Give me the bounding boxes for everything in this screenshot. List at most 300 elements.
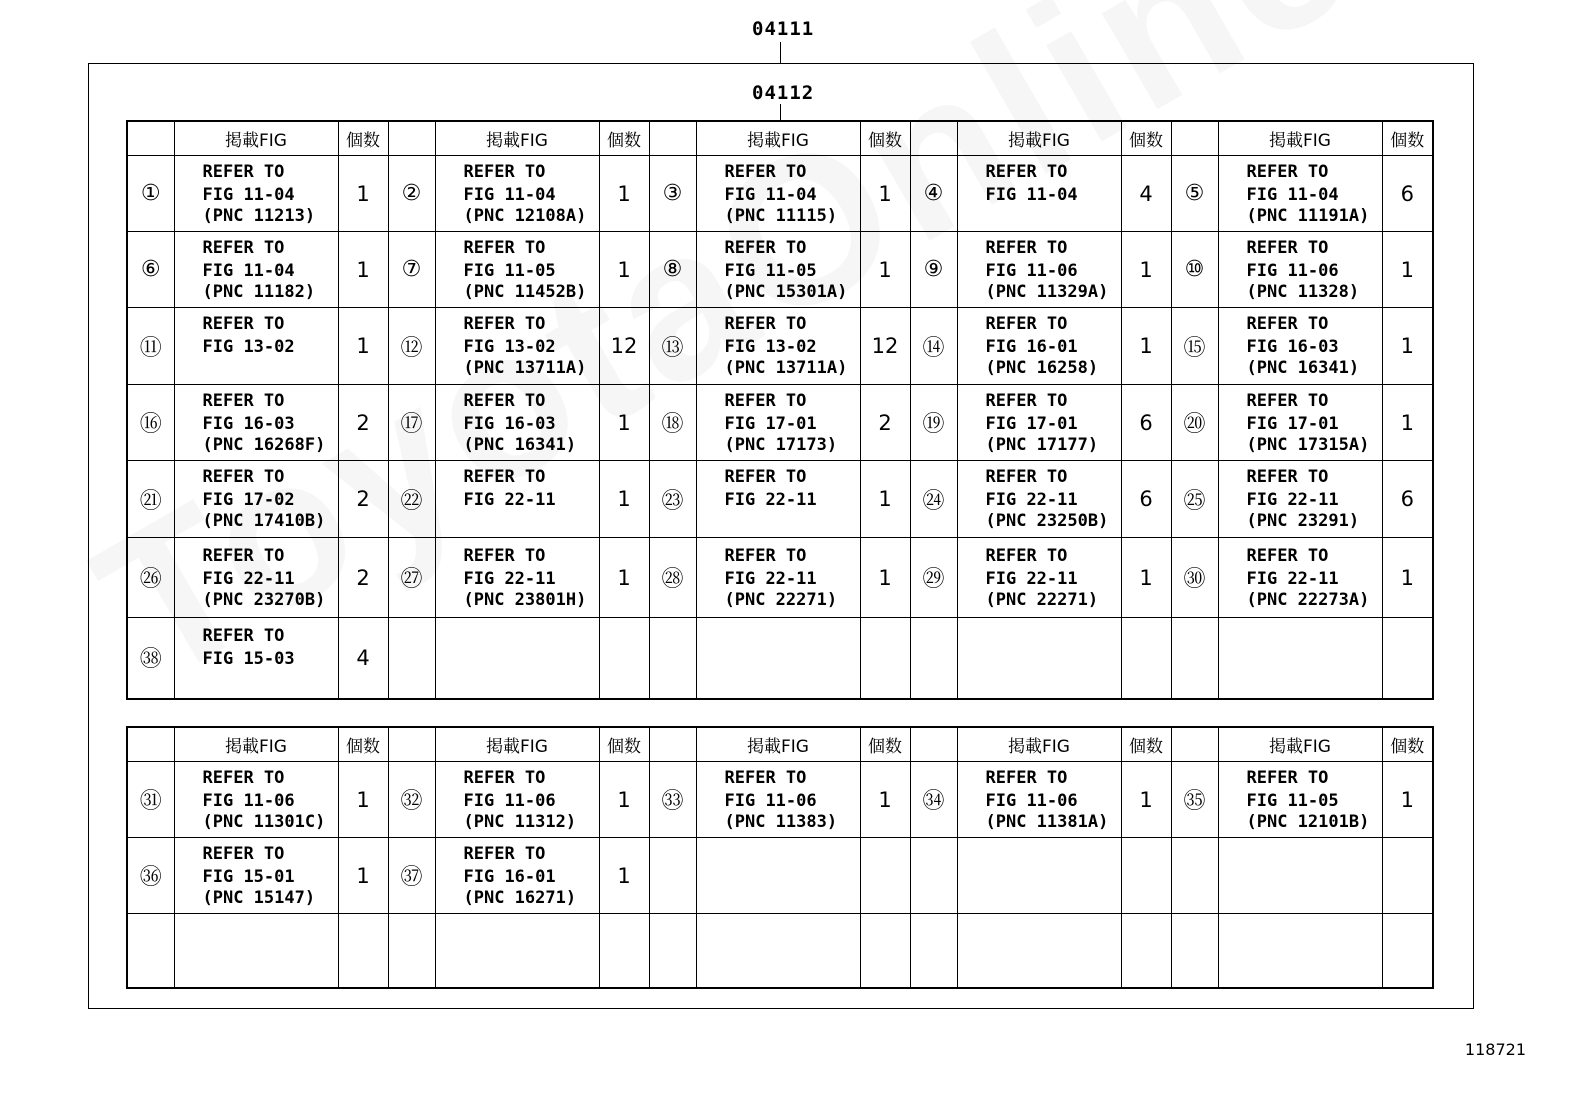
reference-fig: FIG 11-06	[724, 790, 817, 811]
item-number	[649, 838, 696, 914]
reference-fig: FIG 13-02	[463, 337, 556, 357]
table-row	[127, 308, 1433, 385]
quantity: 4	[1121, 156, 1171, 232]
reference-line-1: REFER TO	[202, 467, 285, 487]
item-number: ⑳	[1171, 385, 1218, 461]
item-number: ⑬	[649, 308, 696, 385]
quantity	[860, 914, 910, 988]
item-number: ㉒	[388, 461, 435, 538]
fig-reference	[1218, 156, 1382, 232]
header-fig: 掲載FIG	[174, 727, 338, 762]
reference-fig: FIG 22-11	[202, 568, 295, 589]
quantity: 1	[860, 232, 910, 308]
reference-line-1: REFER TO	[463, 161, 546, 182]
fig-reference	[957, 538, 1121, 618]
fig-reference	[696, 232, 860, 308]
quantity: 1	[338, 156, 388, 232]
item-number: ㉝	[649, 762, 696, 838]
reference-fig: FIG 16-03	[463, 413, 556, 434]
reference-line-1: REFER TO	[202, 843, 285, 864]
reference-line-1: REFER TO	[985, 161, 1068, 182]
header-row	[127, 121, 1433, 156]
reference-fig: FIG 17-01	[724, 413, 817, 434]
quantity	[860, 618, 910, 699]
reference-pnc: (PNC 11329A)	[985, 281, 1109, 302]
reference-pnc: (PNC 23250B)	[985, 511, 1109, 531]
header-qty: 個数	[599, 121, 649, 156]
reference-line-1: REFER TO	[202, 314, 285, 334]
reference-line-1: REFER TO	[202, 625, 285, 646]
reference-line-1: REFER TO	[985, 545, 1068, 566]
reference-line-1	[986, 844, 1121, 864]
item-number: ⑨	[910, 232, 957, 308]
reference-fig: FIG 22-11	[724, 568, 817, 589]
reference-fig: FIG 11-04	[724, 184, 817, 205]
fig-reference	[174, 838, 338, 914]
item-number: ⑪	[127, 308, 174, 385]
quantity: 1	[1382, 385, 1433, 461]
reference-line-1: REFER TO	[463, 314, 546, 334]
reference-pnc: (PNC 11191A)	[1246, 205, 1370, 226]
reference-fig: FIG 22-11	[985, 568, 1078, 589]
quantity: 2	[338, 461, 388, 538]
reference-fig	[725, 646, 860, 670]
reference-fig: FIG 11-04	[985, 184, 1078, 205]
reference-pnc: (PNC 11115)	[724, 205, 838, 226]
reference-fig: FIG 11-05	[1246, 790, 1339, 811]
reference-line-1: REFER TO	[985, 767, 1068, 788]
reference-fig: FIG 11-04	[1246, 184, 1339, 205]
reference-line-1: REFER TO	[985, 237, 1068, 258]
reference-fig	[464, 646, 599, 670]
fig-reference	[957, 385, 1121, 461]
item-number: ⑦	[388, 232, 435, 308]
item-number: ㉜	[388, 762, 435, 838]
reference-fig: FIG 11-04	[202, 184, 295, 205]
fig-reference	[1218, 232, 1382, 308]
reference-pnc	[986, 206, 1121, 226]
quantity: 1	[338, 232, 388, 308]
item-number	[1171, 838, 1218, 914]
reference-line-1	[1247, 918, 1382, 938]
table-row	[127, 838, 1433, 914]
reference-pnc: (PNC 16341)	[463, 434, 577, 455]
quantity: 1	[338, 838, 388, 914]
item-number: ㊲	[388, 838, 435, 914]
header-qty: 個数	[1121, 727, 1171, 762]
header-fig: 掲載FIG	[957, 727, 1121, 762]
fig-reference	[696, 461, 860, 538]
item-number: ㉗	[388, 538, 435, 618]
reference-pnc: (PNC 11452B)	[463, 281, 587, 302]
table-row	[127, 538, 1433, 618]
table-row	[127, 762, 1433, 838]
fig-reference	[1218, 538, 1382, 618]
reference-fig: FIG 11-05	[463, 260, 556, 281]
item-number: ④	[910, 156, 957, 232]
fig-reference	[174, 618, 338, 699]
item-number: ㉓	[649, 461, 696, 538]
fig-reference	[1218, 838, 1382, 914]
header-index-cell	[127, 727, 174, 762]
item-number: ⑭	[910, 308, 957, 385]
header-index-cell	[910, 121, 957, 156]
reference-fig	[464, 938, 599, 962]
reference-line-1	[986, 626, 1121, 646]
reference-pnc: (PNC 17410B)	[202, 511, 326, 531]
reference-pnc	[1247, 888, 1382, 908]
reference-pnc	[725, 670, 860, 690]
reference-line-1: REFER TO	[202, 767, 285, 788]
quantity: 1	[1382, 232, 1433, 308]
quantity: 1	[1121, 538, 1171, 618]
reference-pnc: (PNC 17173)	[724, 434, 838, 455]
reference-fig	[203, 938, 338, 962]
item-number: ⑱	[649, 385, 696, 461]
quantity: 12	[599, 308, 649, 385]
table-row	[127, 156, 1433, 232]
reference-fig: FIG 17-01	[985, 413, 1078, 434]
quantity: 6	[1121, 385, 1171, 461]
reference-pnc: (PNC 13711A)	[724, 358, 848, 378]
header-qty: 個数	[338, 727, 388, 762]
header-fig: 掲載FIG	[696, 727, 860, 762]
item-number: ㉖	[127, 538, 174, 618]
quantity	[338, 914, 388, 988]
quantity: 1	[1382, 762, 1433, 838]
quantity: 1	[338, 762, 388, 838]
header-index-cell	[388, 727, 435, 762]
item-number	[1171, 618, 1218, 699]
reference-line-1	[1247, 626, 1382, 646]
quantity: 1	[860, 156, 910, 232]
fig-reference	[435, 232, 599, 308]
fig-reference	[435, 461, 599, 538]
item-number: ㉞	[910, 762, 957, 838]
item-number: ⑫	[388, 308, 435, 385]
reference-line-1	[725, 626, 860, 646]
reference-pnc	[725, 962, 860, 982]
item-number: ⑥	[127, 232, 174, 308]
header-fig: 掲載FIG	[1218, 727, 1382, 762]
fig-reference	[696, 538, 860, 618]
item-number: ㉕	[1171, 461, 1218, 538]
reference-fig: FIG 16-01	[463, 866, 556, 887]
fig-reference	[957, 618, 1121, 699]
reference-fig	[986, 938, 1121, 962]
fig-reference	[174, 538, 338, 618]
reference-pnc	[203, 670, 338, 690]
fig-reference	[435, 385, 599, 461]
reference-pnc: (PNC 16268F)	[202, 434, 326, 455]
reference-pnc	[725, 511, 860, 531]
top-leader-line	[780, 42, 781, 64]
fig-reference	[696, 838, 860, 914]
quantity: 1	[599, 762, 649, 838]
quantity: 1	[599, 538, 649, 618]
reference-pnc: (PNC 11383)	[724, 811, 838, 832]
item-number: ⑮	[1171, 308, 1218, 385]
fig-reference	[435, 618, 599, 699]
reference-line-1	[1247, 844, 1382, 864]
item-number	[649, 618, 696, 699]
reference-line-1: REFER TO	[463, 390, 546, 411]
reference-fig	[1247, 938, 1382, 962]
reference-pnc: (PNC 22271)	[724, 589, 838, 610]
item-number: ①	[127, 156, 174, 232]
fig-reference	[174, 156, 338, 232]
fig-reference	[957, 838, 1121, 914]
reference-fig: FIG 22-11	[463, 568, 556, 589]
quantity: 1	[599, 232, 649, 308]
reference-pnc	[725, 888, 860, 908]
reference-line-1	[986, 918, 1121, 938]
header-qty: 個数	[860, 121, 910, 156]
quantity	[1382, 618, 1433, 699]
item-number: ⑰	[388, 385, 435, 461]
fig-reference	[435, 156, 599, 232]
quantity	[1121, 618, 1171, 699]
header-qty: 個数	[1121, 121, 1171, 156]
fig-reference	[1218, 308, 1382, 385]
quantity	[1382, 914, 1433, 988]
reference-pnc	[464, 511, 599, 531]
reference-line-1: REFER TO	[463, 843, 546, 864]
reference-line-1: REFER TO	[985, 390, 1068, 411]
parts-table-main	[126, 120, 1434, 700]
reference-pnc	[464, 670, 599, 690]
header-fig: 掲載FIG	[435, 727, 599, 762]
reference-line-1: REFER TO	[463, 237, 546, 258]
table-row	[127, 618, 1433, 699]
reference-line-1: REFER TO	[1246, 161, 1329, 182]
reference-fig: FIG 16-01	[985, 337, 1078, 357]
reference-fig	[725, 864, 860, 888]
fig-reference	[435, 914, 599, 988]
reference-fig: FIG 16-03	[1246, 337, 1339, 357]
quantity: 1	[860, 538, 910, 618]
reference-pnc: (PNC 16271)	[463, 887, 577, 908]
fig-reference	[957, 914, 1121, 988]
item-number	[388, 914, 435, 988]
item-number: ⑤	[1171, 156, 1218, 232]
reference-line-1: REFER TO	[1246, 545, 1329, 566]
quantity: 1	[1121, 232, 1171, 308]
header-fig: 掲載FIG	[957, 121, 1121, 156]
reference-line-1	[725, 918, 860, 938]
quantity: 1	[338, 308, 388, 385]
reference-fig: FIG 13-02	[202, 337, 295, 357]
fig-reference	[435, 538, 599, 618]
reference-pnc: (PNC 11182)	[202, 281, 316, 302]
reference-line-1	[464, 918, 599, 938]
header-fig: 掲載FIG	[696, 121, 860, 156]
fig-reference	[174, 762, 338, 838]
reference-pnc: (PNC 22271)	[985, 589, 1099, 610]
fig-reference	[1218, 385, 1382, 461]
reference-pnc: (PNC 15301A)	[724, 281, 848, 302]
item-number	[910, 838, 957, 914]
reference-pnc: (PNC 11312)	[463, 811, 577, 832]
quantity	[599, 618, 649, 699]
header-row	[127, 727, 1433, 762]
reference-line-1: REFER TO	[202, 237, 285, 258]
item-number	[127, 914, 174, 988]
reference-pnc: (PNC 11381A)	[985, 811, 1109, 832]
fig-reference	[1218, 914, 1382, 988]
reference-pnc: (PNC 12101B)	[1246, 811, 1370, 832]
reference-fig: FIG 17-01	[1246, 413, 1339, 434]
reference-pnc: (PNC 15147)	[202, 887, 316, 908]
reference-pnc: (PNC 17315A)	[1246, 434, 1370, 455]
reference-line-1: REFER TO	[202, 545, 285, 566]
header-index-cell	[1171, 727, 1218, 762]
header-index-cell	[388, 121, 435, 156]
reference-pnc: (PNC 13711A)	[463, 358, 587, 378]
table-row	[127, 385, 1433, 461]
header-index-cell	[649, 121, 696, 156]
reference-line-1: REFER TO	[1246, 767, 1329, 788]
reference-line-1: REFER TO	[202, 161, 285, 182]
reference-pnc	[203, 962, 338, 982]
header-index-cell	[649, 727, 696, 762]
reference-fig: FIG 22-11	[1246, 568, 1339, 589]
quantity: 1	[1382, 538, 1433, 618]
header-qty: 個数	[599, 727, 649, 762]
item-number: ㉑	[127, 461, 174, 538]
item-number: ⑧	[649, 232, 696, 308]
reference-fig	[1247, 646, 1382, 670]
reference-pnc: (PNC 23291)	[1246, 511, 1360, 531]
quantity: 1	[1121, 308, 1171, 385]
fig-reference	[174, 308, 338, 385]
reference-fig: FIG 22-11	[463, 490, 556, 510]
reference-line-1: REFER TO	[724, 314, 807, 334]
quantity: 6	[1121, 461, 1171, 538]
header-index-cell	[127, 121, 174, 156]
quantity: 1	[860, 762, 910, 838]
parts-table-secondary	[126, 726, 1434, 989]
quantity	[860, 838, 910, 914]
top-code-label: 04111	[752, 18, 815, 40]
reference-fig: FIG 11-06	[985, 790, 1078, 811]
figure-id: 118721	[1464, 1040, 1526, 1059]
reference-line-1: REFER TO	[724, 390, 807, 411]
reference-fig: FIG 22-11	[724, 490, 817, 510]
reference-pnc	[203, 358, 338, 378]
quantity: 4	[338, 618, 388, 699]
item-number: ㉘	[649, 538, 696, 618]
fig-reference	[696, 618, 860, 699]
reference-fig: FIG 16-03	[202, 413, 295, 434]
quantity	[1121, 838, 1171, 914]
quantity: 1	[860, 461, 910, 538]
reference-fig: FIG 11-05	[724, 260, 817, 281]
reference-fig: FIG 11-06	[985, 260, 1078, 281]
fig-reference	[1218, 762, 1382, 838]
reference-line-1: REFER TO	[463, 545, 546, 566]
quantity: 1	[599, 385, 649, 461]
reference-line-1: REFER TO	[202, 390, 285, 411]
reference-pnc: (PNC 17177)	[985, 434, 1099, 455]
reference-line-1	[203, 918, 338, 938]
item-number	[388, 618, 435, 699]
item-number: ㉚	[1171, 538, 1218, 618]
fig-reference	[435, 838, 599, 914]
item-number: ②	[388, 156, 435, 232]
table-row	[127, 232, 1433, 308]
reference-line-1: REFER TO	[724, 467, 807, 487]
reference-line-1: REFER TO	[463, 767, 546, 788]
quantity	[599, 914, 649, 988]
reference-pnc: (PNC 23270B)	[202, 589, 326, 610]
quantity: 6	[1382, 156, 1433, 232]
header-fig: 掲載FIG	[174, 121, 338, 156]
reference-fig: FIG 17-02	[202, 490, 295, 510]
quantity	[1382, 838, 1433, 914]
item-number	[910, 914, 957, 988]
quantity: 2	[338, 385, 388, 461]
reference-line-1: REFER TO	[724, 767, 807, 788]
fig-reference	[1218, 618, 1382, 699]
reference-fig: FIG 13-02	[724, 337, 817, 357]
reference-fig	[986, 864, 1121, 888]
fig-reference	[957, 308, 1121, 385]
reference-line-1	[725, 844, 860, 864]
reference-pnc	[986, 888, 1121, 908]
reference-fig: FIG 11-04	[463, 184, 556, 205]
inner-code-label: 04112	[752, 82, 815, 104]
quantity: 2	[338, 538, 388, 618]
reference-pnc: (PNC 22273A)	[1246, 589, 1370, 610]
reference-line-1	[464, 626, 599, 646]
item-number: ⑲	[910, 385, 957, 461]
header-qty: 個数	[1382, 727, 1433, 762]
reference-line-1: REFER TO	[1246, 467, 1329, 487]
fig-reference	[696, 762, 860, 838]
fig-reference	[696, 914, 860, 988]
item-number: ㊱	[127, 838, 174, 914]
quantity: 1	[1382, 308, 1433, 385]
quantity: 2	[860, 385, 910, 461]
reference-line-1: REFER TO	[724, 545, 807, 566]
reference-pnc	[1247, 962, 1382, 982]
quantity: 1	[599, 838, 649, 914]
fig-reference	[174, 461, 338, 538]
item-number: ⑩	[1171, 232, 1218, 308]
reference-fig	[1247, 864, 1382, 888]
reference-pnc: (PNC 12108A)	[463, 205, 587, 226]
quantity: 1	[599, 156, 649, 232]
fig-reference	[957, 762, 1121, 838]
reference-pnc: (PNC 11328)	[1246, 281, 1360, 302]
table-row	[127, 461, 1433, 538]
reference-pnc: (PNC 16341)	[1246, 358, 1360, 378]
reference-fig	[725, 938, 860, 962]
fig-reference	[174, 914, 338, 988]
header-qty: 個数	[1382, 121, 1433, 156]
item-number	[910, 618, 957, 699]
reference-fig: FIG 15-01	[202, 866, 295, 887]
fig-reference	[1218, 461, 1382, 538]
fig-reference	[696, 385, 860, 461]
reference-pnc: (PNC 11213)	[202, 205, 316, 226]
item-number: ㉔	[910, 461, 957, 538]
reference-line-1: REFER TO	[463, 467, 546, 487]
item-number: ㉟	[1171, 762, 1218, 838]
reference-fig: FIG 11-04	[202, 260, 295, 281]
item-number: ㊳	[127, 618, 174, 699]
